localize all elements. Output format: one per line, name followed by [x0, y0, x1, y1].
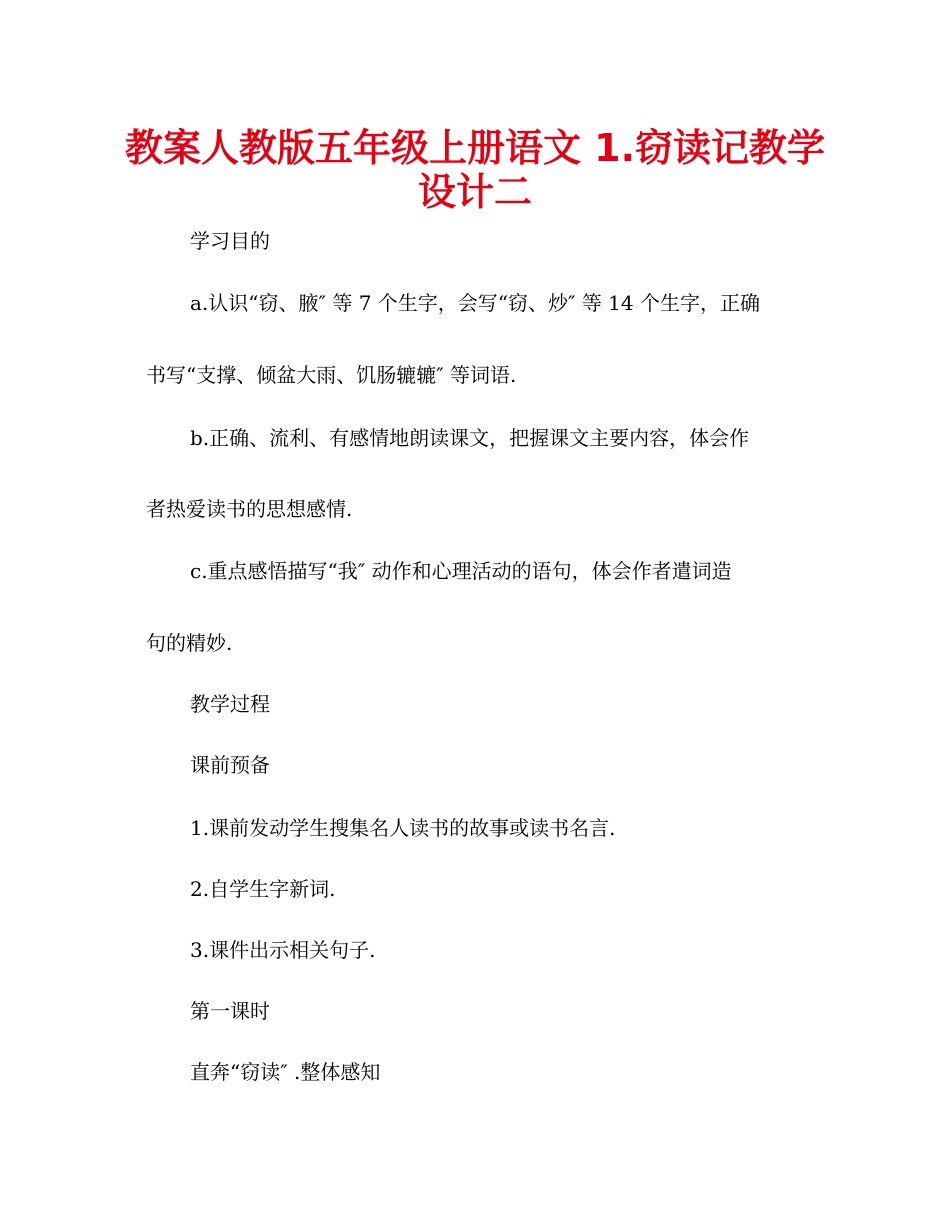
- prep-item-3: 3.课件出示相关句子.: [190, 938, 376, 962]
- goal-b-line-1: b.正确、流利、有感情地朗读课文，把握课文主要内容，体会作: [190, 426, 750, 450]
- lesson-step-heading: 直奔“窃读″ .整体感知: [190, 1060, 381, 1084]
- section-heading-first-lesson: 第一课时: [190, 999, 270, 1023]
- prep-item-2: 2.自学生字新词.: [190, 877, 336, 901]
- goal-b-line-2: 者热爱读书的思想感情.: [146, 497, 353, 521]
- goal-c-line-1: c.重点感悟描写“我″ 动作和心理活动的语句，体会作者遣词造: [190, 559, 732, 583]
- document-title-line-1: 教案人教版五年级上册语文 1.窃读记教学: [124, 126, 826, 170]
- goal-a-line-2: 书写“支撑、倾盆大雨、饥肠辘辘″ 等词语.: [146, 363, 517, 387]
- section-heading-learning-goals: 学习目的: [190, 229, 270, 253]
- section-heading-preparation: 课前预备: [190, 753, 270, 777]
- goal-a-line-1: a.认识“窃、腋″ 等 7 个生字，会写“窃、炒″ 等 14 个生字，正确: [190, 291, 760, 315]
- prep-item-1: 1.课前发动学生搜集名人读书的故事或读书名言.: [190, 816, 616, 840]
- document-title-line-2: 设计二: [417, 170, 532, 214]
- goal-c-line-2: 句的精妙.: [146, 631, 233, 655]
- section-heading-teaching-process: 教学过程: [190, 692, 270, 716]
